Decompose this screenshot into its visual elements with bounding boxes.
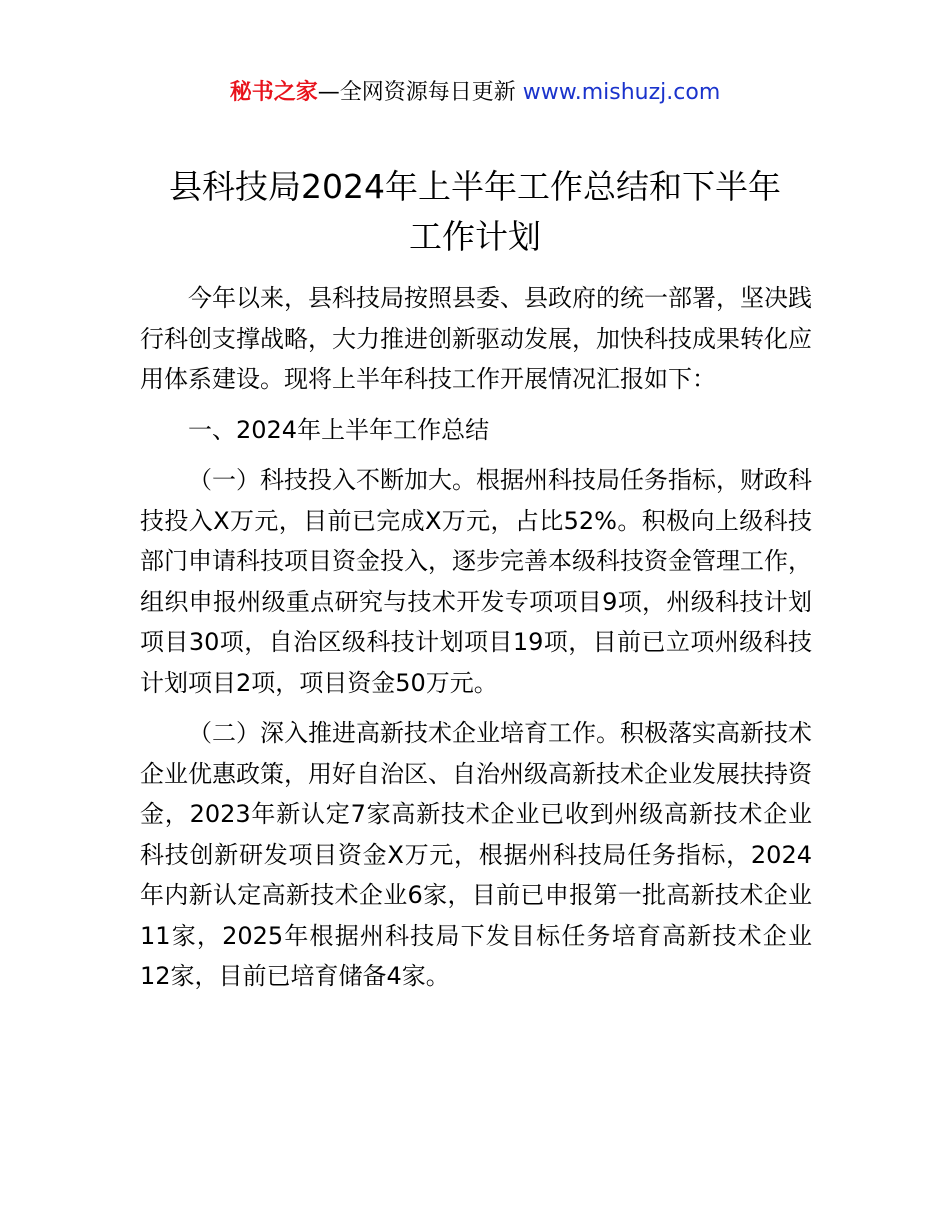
document-body: [140, 278, 812, 1007]
section-heading-1: 一、2024年上半年工作总结: [188, 415, 490, 444]
intro-paragraph: 今年以来，县科技局按照县委、县政府的统一部署，坚决践行科创支撑战略，大力推进创新驱动发展，加快科技成果转化应用体系建设。现将上半年科技工作开展情况汇报如下：: [140, 284, 812, 393]
header-tagline: —全网资源每日更新: [317, 80, 523, 105]
document-title: [0, 162, 950, 262]
title-line-1: 县科技局2024年上半年工作总结和下半年: [169, 167, 781, 206]
item-paragraph-2: （二）深入推进高新技术企业培育工作。积极落实高新技术企业优惠政策，用好自治区、自治州级高新技术企业发展扶持资金，2023年新认定7家高新技术企业已收到州级高新技术企业科技创新研发项目资金X万元，根据州科技局任务指标，2024年内新认定高新技术企业6家，目前已申报第一批高新技术企业11家，2025年根据州科技局下发目标任务培育高新技术企业12家，目前已培育储备4家。: [140, 719, 812, 990]
item-paragraph-1: （一）科技投入不断加大。根据州科技局任务指标，财政科技投入X万元，目前已完成X万元，占比52%。积极向上级科技部门申请科技项目资金投入，逐步完善本级科技资金管理工作，组织申报州级重点研究与技术开发专项项目9项，州级科技计划项目30项，自治区级科技计划项目19项，目前已立项州级科技计划项目2项，项目资金50万元。: [140, 466, 812, 697]
site-header: [0, 78, 950, 108]
site-url-link[interactable]: www.mishuzj.com: [522, 80, 721, 105]
brand-name: 秘书之家: [229, 80, 318, 105]
title-line-2: 工作计划: [409, 217, 541, 256]
